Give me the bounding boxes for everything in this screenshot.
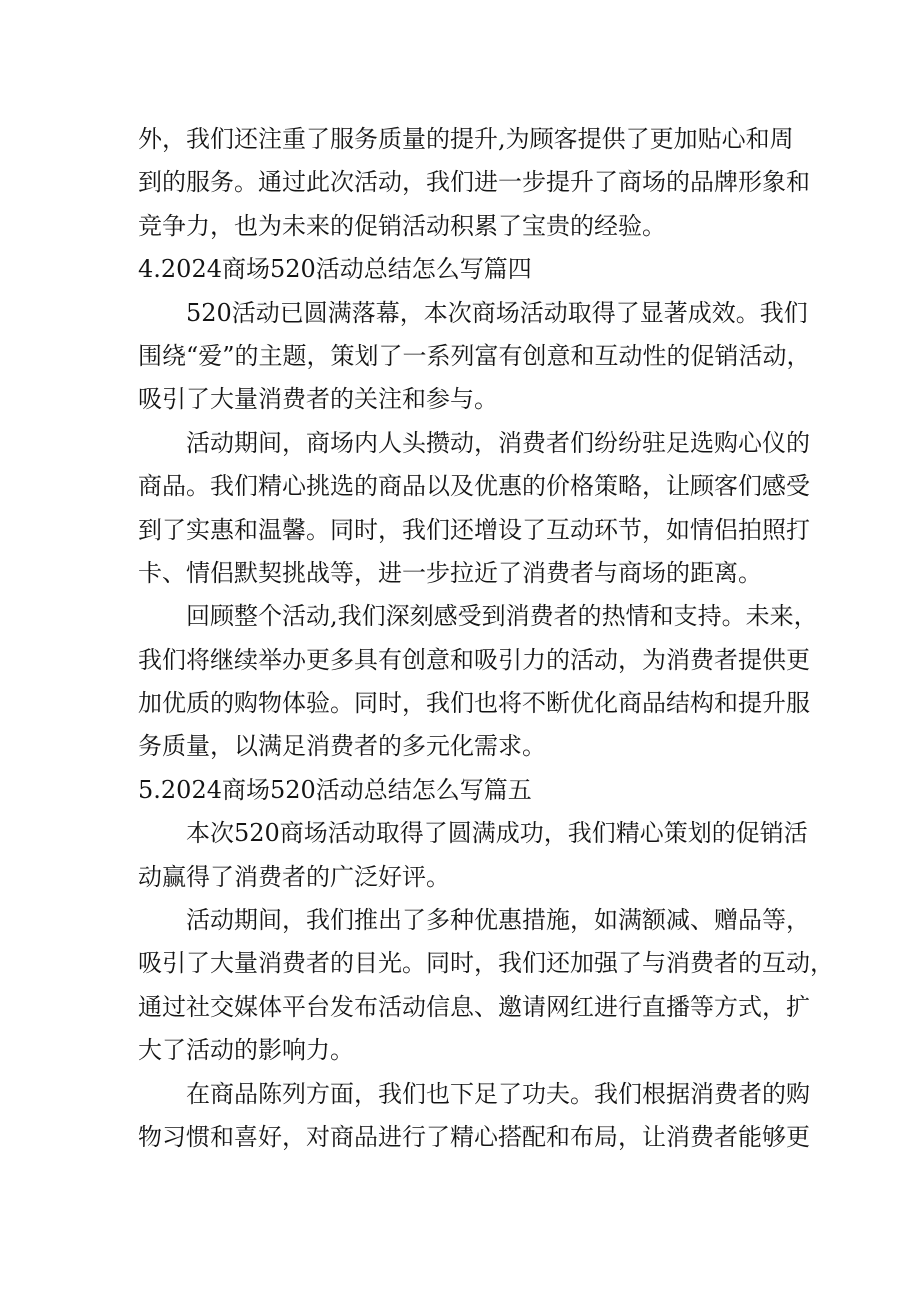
text-line: 竞争力，也为未来的促销活动积累了宝贵的经验。 [138, 211, 666, 240]
text-line: 务质量，以满足消费者的多元化需求。 [138, 732, 546, 761]
text-line: 通过社交媒体平台发布活动信息、邀请网红进行直播等方式，扩 [138, 992, 810, 1021]
text-line: 吸引了大量消费者的关注和参与。 [138, 385, 498, 414]
text-line: 回顾整个活动,我们深刻感受到消费者的热情和支持。未来， [186, 602, 818, 631]
text-line: 在商品陈列方面，我们也下足了功夫。我们根据消费者的购 [186, 1079, 810, 1108]
text-line: 到了实惠和温馨。同时，我们还增设了互动环节，如情侣拍照打 [138, 515, 810, 544]
text-line: 卡、情侣默契挑战等，进一步拉近了消费者与商场的距离。 [138, 558, 762, 587]
text-line: 加优质的购物体验。同时，我们也将不断优化商品结构和提升服 [138, 689, 810, 718]
section-heading: 5.2024商场520活动总结怎么写篇五 [138, 775, 532, 804]
text-line: 520活动已圆满落幕，本次商场活动取得了显著成效。我们 [186, 298, 808, 327]
text-line: 物习惯和喜好，对商品进行了精心搭配和布局，让消费者能够更 [138, 1122, 810, 1151]
text-line: 围绕“爱”的主题，策划了一系列富有创意和互动性的促销活动， [138, 341, 811, 370]
text-line: 吸引了大量消费者的目光。同时，我们还加强了与消费者的互动， [138, 949, 834, 978]
text-line: 到的服务。通过此次活动，我们进一步提升了商场的品牌形象和 [138, 168, 810, 197]
text-line: 活动期间，商场内人头攒动，消费者们纷纷驻足选购心仪的 [186, 428, 810, 457]
text-line: 本次520商场活动取得了圆满成功，我们精心策划的促销活 [186, 819, 808, 848]
text-line: 大了活动的影响力。 [138, 1036, 354, 1065]
document-body [138, 118, 834, 1159]
text-line: 外，我们还注重了服务质量的提升,为顾客提供了更加贴心和周 [138, 125, 794, 153]
text-line: 动赢得了消费者的广泛好评。 [138, 862, 450, 891]
text-line: 商品。我们精心挑选的商品以及优惠的价格策略，让顾客们感受 [138, 472, 810, 501]
text-line: 我们将继续举办更多具有创意和吸引力的活动，为消费者提供更 [138, 645, 810, 674]
text-line: 活动期间，我们推出了多种优惠措施，如满额减、赠品等， [186, 906, 810, 935]
section-heading: 4.2024商场520活动总结怎么写篇四 [138, 255, 532, 284]
